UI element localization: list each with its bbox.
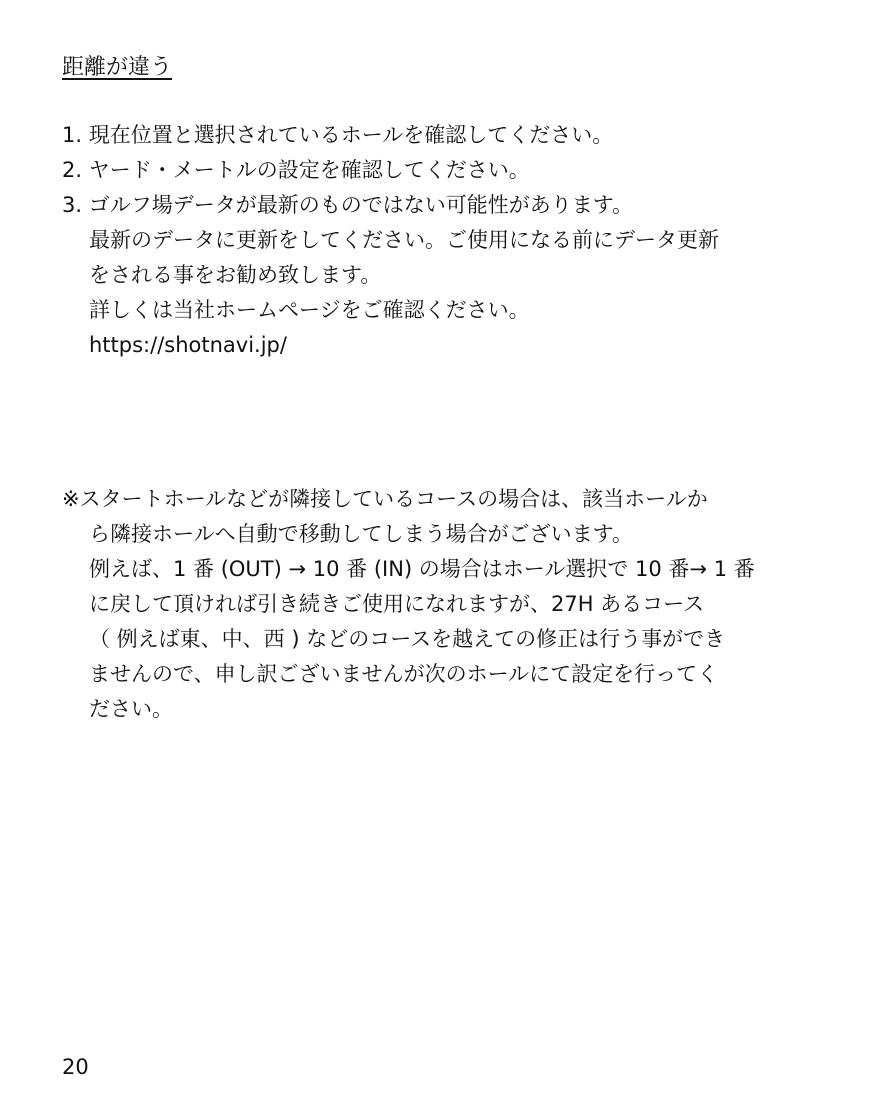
step-1: 1. 現在位置と選択されているホールを確認してください。 [62,123,614,147]
step-3-detail-line: 詳しくは当社ホームページをご確認ください。 [89,298,530,322]
note-first-line: ※スタートホールなどが隣接しているコースの場合は、該当ホールか [62,487,708,511]
note-continuation-line: ださい。 [89,697,173,721]
website-url: https://shotnavi.jp/ [89,333,287,357]
step-3-detail-line: をされる事をお勧め致します。 [89,263,382,287]
note-continuation-line: 例えば、1 番 (OUT) → 10 番 (IN) の場合はホール選択で 10 番→ 1 番 [89,557,755,581]
note-continuation-line: ら隣接ホールへ自動で移動してしまう場合がございます。 [89,522,633,546]
note-continuation-line: ませんので、申し訳ございませんが次のホールにて設定を行ってく [89,662,719,686]
page-number: 20 [62,1055,89,1079]
troubleshooting-steps [62,118,822,363]
caution-note [62,482,822,727]
section-heading: 距離が違う [62,55,173,80]
step-3-detail-line: 最新のデータに更新をしてください。ご使用になる前にデータ更新 [89,228,719,252]
note-continuation-line: （ 例えば東、中、西 ) などのコースを越えての修正は行う事ができ [89,627,726,651]
note-continuation-line: に戻して頂ければ引き続きご使用になれますが、27H あるコース [89,592,705,616]
step-2: 2. ヤード・メートルの設定を確認してください。 [62,158,530,182]
step-3: 3. ゴルフ場データが最新のものではない可能性があります。 [62,193,634,217]
